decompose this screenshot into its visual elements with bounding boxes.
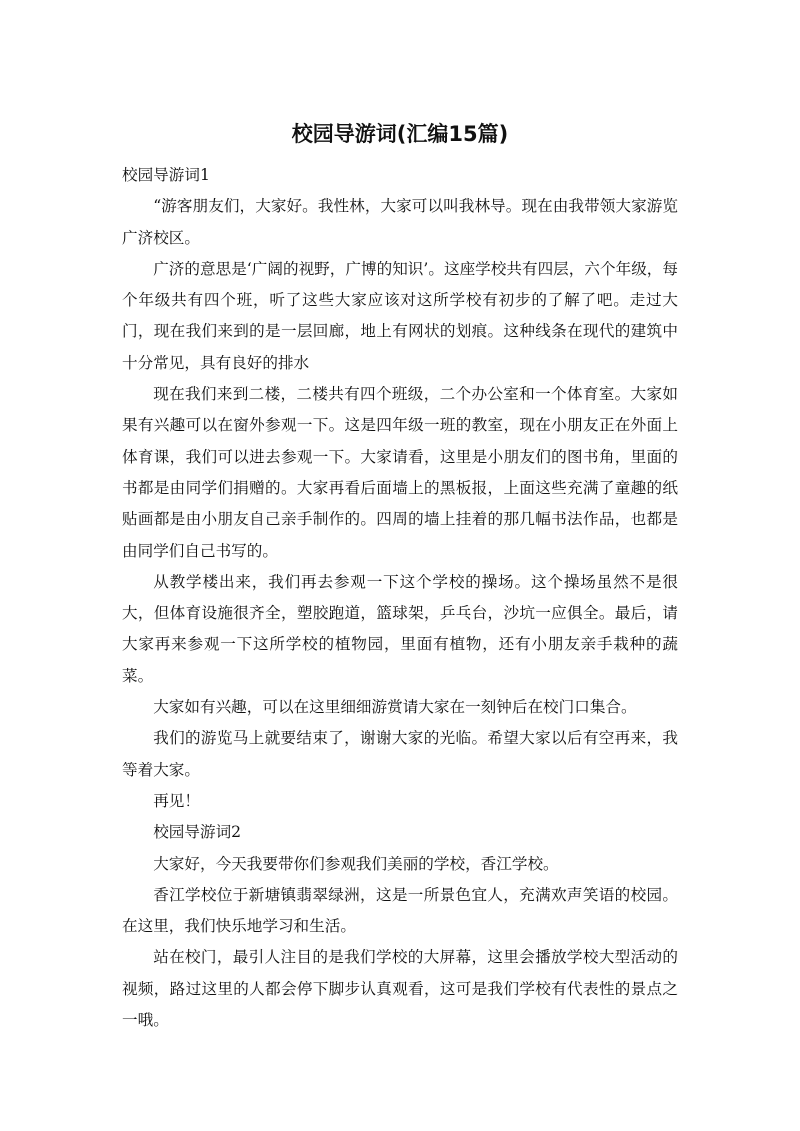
paragraph: 从教学楼出来，我们再去参观一下这个学校的操场。这个操场虽然不是很大，但体育设施很齐全，塑胶跑道，篮球架，乒乓台，沙坑一应俱全。最后，请大家再来参观一下这所学校的植物园，里面有植物，还有小朋友亲手栽种的蔬菜。 [122,572,678,685]
paragraph: 站在校门，最引人注目的是我们学校的大屏幕，这里会播放学校大型活动的视频，路过这里的人都会停下脚步认真观看，这可是我们学校有代表性的景点之一哦。 [122,948,678,1030]
paragraph: 我们的游览马上就要结束了，谢谢大家的光临。希望大家以后有空再来，我等着大家。 [122,729,678,779]
paragraph: 广济的意思是‘广阔的视野，广博的知识’。这座学校共有四层，六个年级，每个年级共有四个班，听了这些大家应该对这所学校有初步的了解了吧。走过大门，现在我们来到的是一层回廊，地上有网状的划痕。这种线条在现代的建筑中十分常见，具有良好的排水 [122,259,678,372]
paragraph: 校园导游词2 [153,823,242,842]
paragraph: 校园导游词1 [122,166,210,184]
paragraph: 再见！ [153,791,200,810]
document-title: 校园导游词(汇编15篇) [291,122,509,146]
paragraph: 大家好，今天我要带你们参观我们美丽的学校，香江学校。 [153,854,559,873]
paragraph: 现在我们来到二楼，二楼共有四个班级，二个办公室和一个体育室。大家如果有兴趣可以在窗外参观一下。这是四年级一班的教室，现在小朋友正在外面上体育课，我们可以进去参观一下。大家请看，这里是小朋友们的图书角，里面的书都是由同学们捐赠的。大家再看后面墙上的黑板报，上面这些充满了童趣的纸贴画都是由小朋友自己亲手制作的。四周的墙上挂着的那几幅书法作品，也都是由同学们自己书写的。 [122,385,678,560]
paragraph: 大家如有兴趣，可以在这里细细游赏请大家在一刻钟后在校门口集合。 [153,698,637,717]
paragraph: 香江学校位于新塘镇翡翠绿洲，这是一所景色宜人，充满欢声笑语的校园。在这里，我们快乐地学习和生活。 [122,885,678,936]
paragraph: “游客朋友们，大家好。我性林，大家可以叫我林导。现在由我带领大家游览广济校区。 [122,197,678,247]
document-body [122,160,678,1036]
